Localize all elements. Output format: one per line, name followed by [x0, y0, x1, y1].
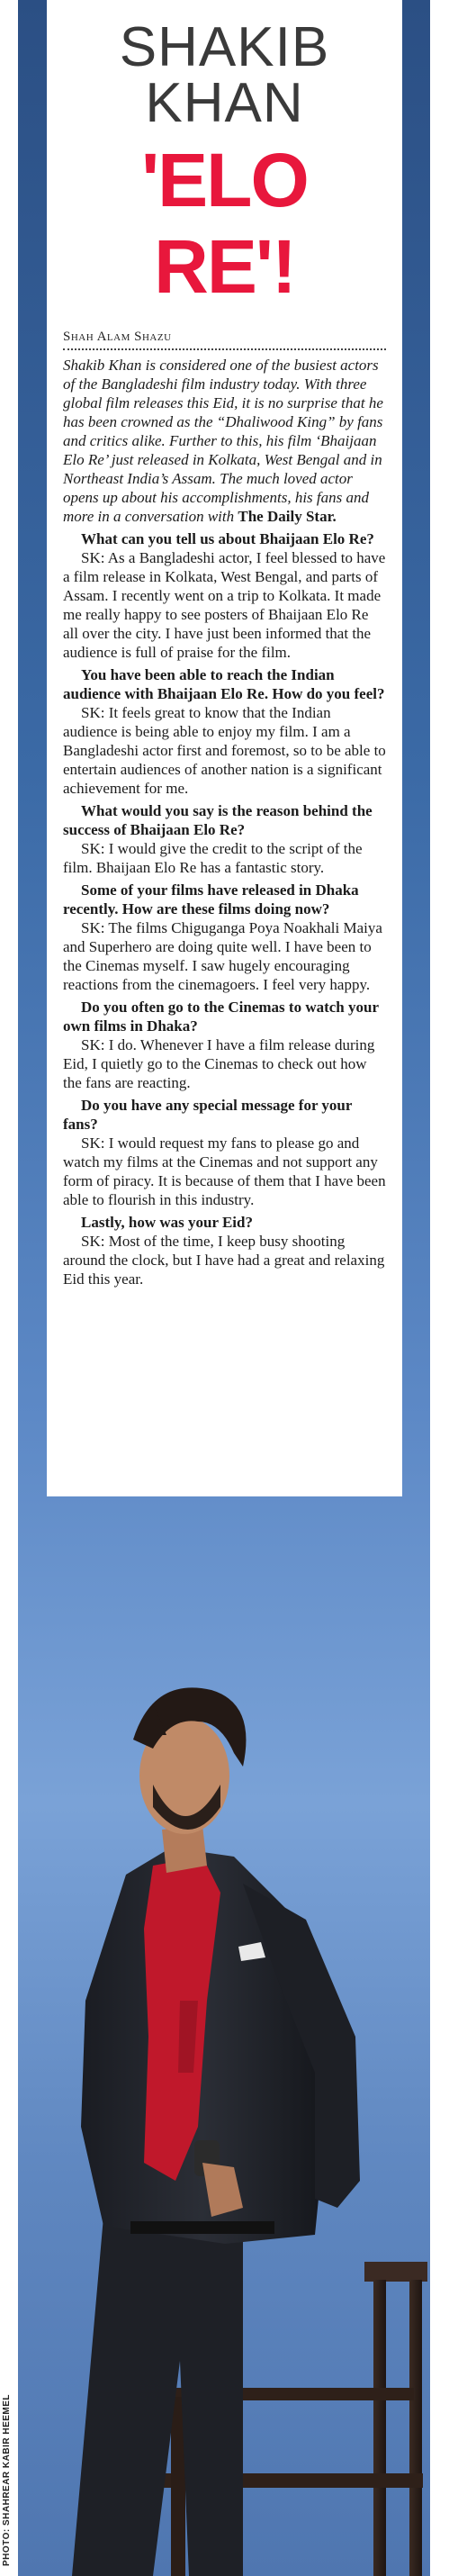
- question-5: Do you often go to the Cinemas to watch your own films in Dhaka?: [63, 999, 379, 1035]
- answer-3: SK: I would give the credit to the script of the film. Bhaijaan Elo Re has a fantastic story.: [63, 840, 363, 876]
- photo-credit: PHOTO: SHAHREAR KABIR HEEMEL: [2, 2393, 12, 2566]
- answer-6: SK: I would request my fans to please go and watch my films at the Cinemas and not support any form of piracy. It is because of them that I have been able to flourish in this industry.: [63, 1134, 386, 1208]
- actor-portrait: [18, 1496, 430, 2576]
- publication-name: The Daily Star.: [238, 508, 337, 525]
- answer-7: SK: Most of the time, I keep busy shooting around the clock, but I have had a great and relaxing Eid this year.: [63, 1233, 385, 1288]
- trousers: [72, 2217, 243, 2576]
- dotted-divider: [63, 348, 386, 350]
- actor-portrait-illustration: [18, 1496, 430, 2576]
- actor-head: [133, 1687, 246, 1834]
- question-2: You have been able to reach the Indian audience with Bhaijaan Elo Re. How do you feel?: [63, 666, 385, 702]
- answer-4: SK: The films Chiguganga Poya Noakhali Maiya and Superhero are doing quite well. I have been to the Cinemas myself. I saw hugely encouraging reactions from the cinemagoers. I feel very happy.: [63, 919, 382, 993]
- answer-1: SK: As a Bangladeshi actor, I feel blessed to have a film release in Kolkata, West Bengal, and parts of Assam. I recently went on a trip to Kolkata. It made me really happy to see posters of Bhaijaan Elo Re all over the city. I have just been informed that the audience is full of praise for the film.: [63, 549, 386, 661]
- belt: [130, 2221, 274, 2234]
- intro-text: Shakib Khan is considered one of the busiest actors of the Bangladeshi film industry today. With three global film releases this Eid, it is no surprise that he has been crowned as the “Dhaliwood King” by fans and critics alike. Further to this, his film ‘Bhaijaan Elo Re’ just released in Kolkata, West Bengal and in Northeast India’s Assam. The much loved actor opens up about his accomplishments, his fans and more in a conversation with: [63, 357, 383, 525]
- answer-5: SK: I do. Whenever I have a film release during Eid, I quietly go to the Cinemas to check out how the fans are reacting.: [63, 1036, 375, 1091]
- answer-2: SK: It feels great to know that the Indian audience is being able to enjoy my film. I am a Bangladeshi actor first and foremost, so to be able to entertain audiences of another nation is a significant achievement for me.: [63, 704, 386, 797]
- question-4: Some of your films have released in Dhaka recently. How are these films doing now?: [63, 881, 359, 917]
- question-1: What can you tell us about Bhaijaan Elo Re?: [81, 530, 374, 547]
- headline-line-1: SHAKIB: [119, 16, 330, 78]
- question-6: Do you have any special message for your fans?: [63, 1097, 353, 1133]
- byline: Shah Alam Shazu: [63, 330, 172, 344]
- question-7: Lastly, how was your Eid?: [81, 1214, 253, 1231]
- qa-list: [63, 529, 386, 1288]
- question-3: What would you say is the reason behind the success of Bhaijaan Elo Re?: [63, 802, 373, 838]
- intro-paragraph: [63, 356, 386, 526]
- article-panel: [47, 0, 402, 1496]
- headline-line-2: KHAN: [145, 72, 304, 134]
- headline-line-3: 'ELO RE'!: [141, 138, 308, 309]
